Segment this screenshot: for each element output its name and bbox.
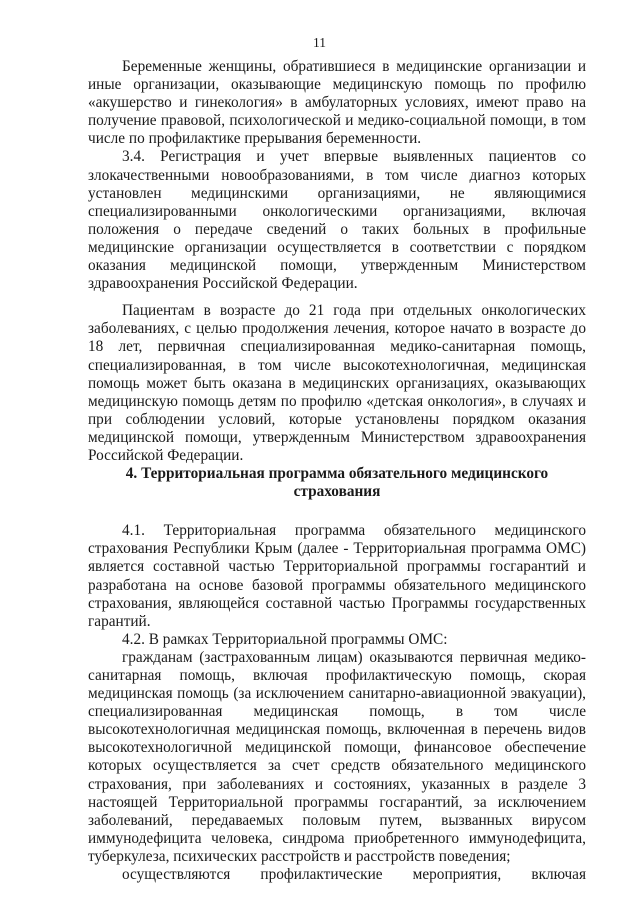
paragraph-preventive-measures: осуществляются профилактические мероприятия, включая (122, 866, 586, 884)
page-number: 11 (313, 35, 326, 50)
paragraph-citizens-services: гражданам (застрахованным лицам) оказываются первичная медико-санитарная помощь, включая профилактическую помощь, скорая медицинская помощь (за исключением санитарно-авиационной эвакуации), специализированная медицинская помощь, в том числе высокотехнологичная медицинская помощь, включенная в перечень видов высокотехнологичной медицинской помощи, финансовое обеспечение которых осуществляется за счет средств обязательного медицинского страхования, при заболеваниях и состояниях, указанных в разделе 3 настоящей Территориальной программы госгарантий, за исключением заболеваний, передаваемых половым путем, вызванных вирусом иммунодефицита человека, синдрома приобретенного иммунодефицита, туберкулеза, психических расстройств и расстройств поведения; (88, 648, 586, 865)
document-body (88, 58, 586, 884)
paragraph-3-4-registration: 3.4. Регистрация и учет впервые выявленных пациентов со злокачественными новообразованиями, в том числе диагноз которых установлен медицинскими организациями, не являющимися специализированными онкологическими организациями, включая положения о передаче сведений о таких больных в профильные медицинские организации осуществляется в соответствии с порядком оказания медицинской помощи, утвержденным Министерством здравоохранения Российской Федерации. (88, 148, 586, 293)
paragraph-4-2: 4.2. В рамках Территориальной программы ОМС: (122, 630, 448, 648)
section-heading: 4. Территориальная программа обязательного медицинского страхования (125, 465, 549, 501)
paragraph-pregnant-women: Беременные женщины, обратившиеся в медицинские организации и иные организации, оказывающие медицинскую помощь по профилю «акушерство и гинекология» в амбулаторных условиях, имеют право на получение правовой, психологической и медико-социальной помощи, в том числе по профилактике прерывания беременности. (88, 58, 586, 148)
paragraph-4-1: 4.1. Территориальная программа обязательного медицинского страхования Республики Крым (далее - Территориальная программа ОМС) является составной частью Территориальной программы госгарантий и разработана на основе базовой программы обязательного медицинского страхования, являющейся составной частью Программы государственных гарантий. (88, 522, 586, 630)
paragraph-patients-under-21: Пациентам в возрасте до 21 года при отдельных онкологических заболеваниях, с целью продолжения лечения, которое начато в возрасте до 18 лет, первичная специализированная медико-санитарная помощь, специализированная, в том числе высокотехнологичная, медицинская помощь может быть оказана в медицинских организациях, оказывающих медицинскую помощь детям по профилю «детская онкология», в случаях и при соблюдении условий, которые установлены порядком оказания медицинской помощи, утвержденным Министерством здравоохранения Российской Федерации. (88, 302, 586, 464)
